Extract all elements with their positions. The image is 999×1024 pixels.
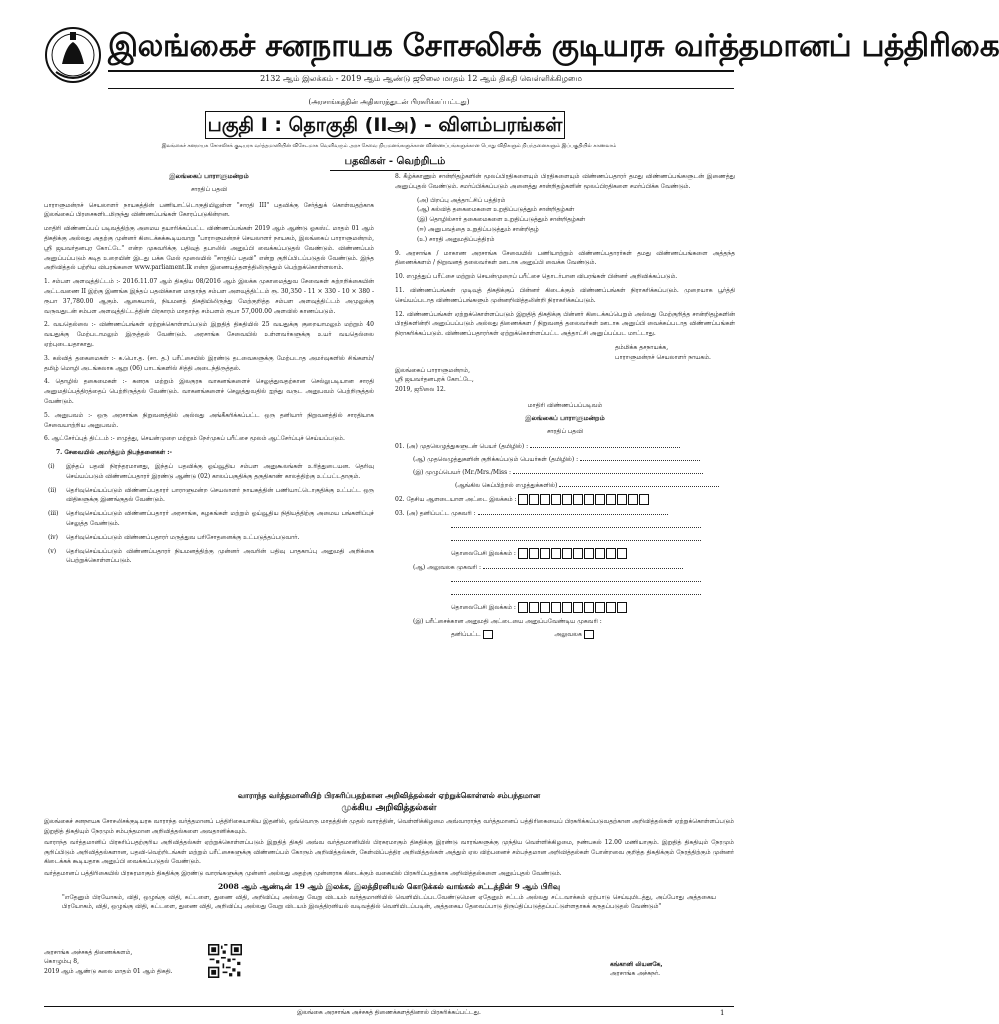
condition-iv: (iv) தெரிவுசெய்யப்படும் விண்ணப்பதாரர் மருத்துவ பரிசோதனைக்கு உட்படுத்தப்படுவார். — [48, 533, 300, 541]
qr-code-icon — [208, 944, 242, 978]
field-label: தொலைபேசி இலக்கம் : — [451, 550, 516, 558]
gazette-title: இலங்கைச் சனநாயக சோசலிசக் குடியரசு வர்த்தமானப் பத்திரிகை — [108, 28, 999, 64]
para-channel: 9. அரசாங்க / மாகாண அரசாங்க சேவையில் பணியாற்றும் விண்ணப்பதாரர்கள் தமது விண்ணப்பங்களை அத்தந்த திணைக்களம் / நிறுவனத் தலைவர்கள் ஊடாக அனுப்பி வைக்க வேண்டும். — [395, 249, 735, 267]
application-form — [395, 442, 735, 643]
signature-block — [395, 343, 735, 363]
choice-personal-label: தனிப்பட்ட — [451, 631, 481, 639]
printer-address — [44, 948, 224, 976]
address-line: இலங்கைப் பாராளுமன்றம், — [395, 366, 470, 374]
field-label: தொலைபேசி இலக்கம் : — [451, 604, 516, 612]
condition-i: (i) இந்தப் பதவி நிரந்தரமானது, இந்தப் பதவிக்கு ஓய்வூதிய சம்பள அனுகூலங்கள் உரித்துடையன. தெரிவு செய்யப்படும் விண்ணப்பதாரர் இரண்டு ஆண்டு (02) காலப்பகுதிக்கு தகுதிகாண் காலத்திற்கு உட்பட்டதாகும். — [48, 462, 374, 480]
nic-input[interactable] — [518, 494, 650, 505]
notice-para-1: இலங்கைச் சனநாயக சோசலிசக்குடியரசு வாராந்த வர்த்தமானப் பத்திரிகையாகிய இதனில், ஒவ்வொரு மாதத்தின் முதல் வாரத்தின், வெள்ளிக்கிழமை அவ்வாராந்த வர்த்தமானப் பத்திரிகையைப் பிரசுரிக்கப்படுவதற்கான அறிவித்தல்கள் ஏற்றுக்கொள்ளப்படும் இறுதித் திகதியும் நேரமும் சம்பந்தமான அறிவித்தல்களை அவதானிக்கவும். — [44, 818, 734, 835]
personal-address-line-3[interactable] — [451, 540, 701, 541]
org-title: இலங்கைப் பாராளுமன்றம் — [169, 172, 249, 180]
address-block — [395, 366, 735, 395]
office-address-input[interactable] — [483, 568, 683, 569]
para-age: 2. வயதெல்லை :- விண்ணப்பங்கள் ஏற்றுக்கொள்ளப்படும் இறுதித் திகதியில் 25 வயதுக்கு குறையாமலும் மற்றும் 40 வயதுக்கு மேற்படாமலும் இருத்தல் வேண்டும். அரசாங்க சேவையில் உள்ளவர்களுக்கு உயர் வயதெல்லை ஏற்புடையதாகாது. — [44, 321, 374, 348]
condition-iv-text: தெரிவுசெய்யப்படும் விண்ணப்பதாரர் மருத்துவ பரிசோதனைக்கு உட்படுத்தப்படுவார். — [66, 533, 300, 541]
left-column — [44, 172, 374, 570]
full-name-capitals-input[interactable] — [559, 486, 719, 487]
para-salary: 1. சம்பள அளவுத்திட்டம் :- 2016.11.07 ஆம் திகதிய 08/2016 ஆம் இலக்க முகாமைத்துவ சேவைகள் சுற்றறிக்கையின் அட்டவணை II இற்கு இணங்க இந்தப் பதவிக்கான மாதாந்த சம்பள அளவுத்திட்டம் ரூ. 30,350 - 11 × 330 - 10 × 380 - ரூபா 37,780.00 ஆகும். ஆகையால், நியமனத் திகதியிலிருந்து மேற்குறித்த சம்பள அளவுத்திட்டம் அமுலுக்கு வருவதுடன் சம்பள அளவுத்திட்டத்தின் பிரகாரம் மாதாந்த சம்பளம் ரூபா 57,000.00 அளவில் காணப்படும். — [44, 278, 374, 315]
para-instructions: மாதிரி விண்ணப்பப் படிவத்திற்கு அமைய தயாரிக்கப்பட்ட விண்ணப்பங்கள் 2019 ஆம் ஆண்டு ஓகஸ்ட் மாதம் 01 ஆம் திகதிக்கு அல்லது அதற்கு முன்னர் கிடைக்கக்கூடியவாறு "பாராளுமன்றச் செயலாளர் நாயகம், இலங்கைப் பாராளுமன்றம், ஸ்ரீ ஜயவர்தனபுர கோட்டே" என்ற முகவரிக்கு பதிவுத் தபாலில் அனுப்பி வைக்கப்படுதல் வேண்டும். விண்ணப்பம் அனுப்பப்படும் கடித உறையின் இடது பக்க மேல் மூலையில் "சாரதிப் பதவி" என்று குறிப்பிடப்படுதல் வேண்டும். இந்த அறிவித்தல் பற்றிய விபரங்களை www.parliament.lk என்ற இணையத்தளத்திலிருந்தும் பெற்றுக்கொள்ளலாம். — [44, 225, 374, 272]
condition-ii-text: தெரிவுசெய்யப்படும் விண்ணப்பதாரர் பாராளுமன்ற செயலாளர் நாயகத்தின் பணியாட்டொகுதிக்கு உட்பட்ட ஒரு விதிகளுக்கு இணங்குதல் வேண்டும். — [66, 486, 374, 504]
field-label: (ஆ) அலுவலக முகவரி : — [413, 564, 481, 572]
address-line: ஸ்ரீ ஜயவர்தனபுரக் கோட்டே, — [395, 376, 474, 384]
field-label: (ஆங்கில கெப்பிற்றல் எழுத்துக்களில்) — [455, 482, 558, 490]
condition-iii-text: தெரிவுசெய்யப்படும் விண்ணப்பதாரர் அரசாங்க, கழகங்கள் மற்றும் ஓய்வூதிய நிதியத்திற்கு அமைய பங்களிப்புச் செலுத்த வேண்டும். — [66, 510, 374, 527]
name-denoted-input[interactable] — [580, 460, 700, 461]
documents-list — [395, 196, 735, 245]
notice-para-2: வாராந்த வர்த்தமானிப் பிரசுரிப்பதற்குரிய அறிவித்தல்கள் ஏற்றுக்கொள்ளப்படும் இறுதித் திகதி அவ்வ வர்த்தமானியில் பிரசுரமாகும் திகதிக்கு இரண்டு வாரங்களுக்கு முந்திய வெள்ளிக்கிழமை, நண்பகல் 12.00 மணியாகும். இறுதித் திகதியும் நேரமும் குறிப்பிடும் அறிவித்தல்களான, பதவி-வெற்றிடங்கள் மற்றும் பரீட்சைகளுக்கு விண்ணப்பம் கோரும் அறிவித்தல்கள், கேள்விப்பத்திர அறிவித்தல்கள் அத்தும் ஏல விற்பனைச் சம்பந்தமான அறிவித்தல்கள் போன்றவை குறித்த திகதிக்கும் நேரத்திற்கும் முன்னர் கிடைக்கக் கூடியதாக அனுப்பி வைக்கப்படுதல் வேண்டும். — [44, 839, 734, 866]
personal-phone-input[interactable] — [518, 548, 628, 559]
para-late: 12. விண்ணப்பங்கள் ஏற்றுக்கொள்ளப்படும் இறுதித் திகதிக்கு பின்னர் கிடைக்கப்பெறும் அல்லது மேற்குறித்த சான்றிதழ்களின் பிரதிகளின்றி அனுப்பப்படும் அல்லது திணைக்கள / நிறுவனத் தலைவர்கள் ஊடாக அனுப்பி வைக்கப்படாத விண்ணப்பங்கள் நிராகரிக்கப்படும். விண்ணப்பதாரர்கள் ஏற்றுக்கொள்ளப்பட்ட அத்தாட்சி அனுப்பப்பட மாட்டாது. — [395, 310, 735, 338]
para-conditions-title: 7. சேவையில் அமர்த்தும் நிபந்தனைகள் :- — [56, 449, 172, 457]
model-form-title: மாதிரி விண்ணப்பப்படிவம் — [527, 401, 603, 409]
list-item: (அ) பிறப்பு அத்தாட்சிப் பத்திரம் — [417, 196, 506, 204]
notice-para-3: வர்த்தமானப் பத்திரிகையில் பிரசுரமாகும் திகதிக்கு இரண்டு வாரங்களுக்கு முன்னர் அல்லது அதற்கு முன்னராக கிடைக்கும் வகையில் பிரசுரிப்பதற்காக அறிவித்தல்களை அனுப்புதல் வேண்டும். — [44, 869, 562, 877]
important-notice — [44, 790, 734, 914]
printer-name: கங்கானி லியனகே, — [610, 961, 663, 968]
choice-office-checkbox[interactable] — [584, 630, 594, 639]
field-label: (இ) முழுப்பெயர் (Mr./Mrs./Miss : — [413, 469, 512, 477]
national-emblem-icon — [44, 22, 102, 88]
personal-address-line-2[interactable] — [451, 527, 701, 528]
personal-address-input[interactable] — [478, 514, 668, 515]
address-line-extra — [395, 589, 735, 602]
office-address-line-2[interactable] — [451, 581, 701, 582]
footer-text: இலங்கை அரசாங்க அச்சகத் திணைக்களத்தினால் பிரசுரிக்கப்பட்டது. — [297, 1009, 481, 1016]
act-quote: "எதேனும் பிரயோகம், விதி, ஒழுங்கு விதி, கட்டளை, துணை விதி, அறிவிப்பு அல்லது வேறு விடயம் வர்த்தமானியில் வெளியிடப்படவேண்டுமென ஏதேனும் சட்டம் அல்லது சட்டவாக்கம் ஏற்பாடு செய்யுமிடத்து, அப்போது அத்தகைய பிரயோகம், விதி, ஒழுங்கு விதி, கட்டளை, துணை விதி, அறிவிப்பு அல்லது வேறு விடயம் இலத்திரனியல் வடிவத்தில் வெளியிடப்படின், அத்தகைய தேவைப்பாடு திருப்திப்படுத்தப்பட்டுள்ளதாகக் கருதப்படுதல் வேண்டும்" — [62, 893, 716, 911]
part-title: பகுதி I : தொகுதி (IIஅ) - விளம்பரங்கள் — [205, 111, 565, 139]
field-personal-phone — [395, 548, 735, 563]
field-capitals-note — [395, 481, 735, 494]
field-label: 02. தேசிய ஆளடையாள அட்டை இலக்கம் : — [395, 496, 517, 504]
para-education: 3. கல்வித் தகைமைகள் :- க.பொ.த. (சா. த.) பரீட்சையில் இரண்டு தடவைகளுக்கு மேற்படாத அமர்வுகளில் சிங்களம்/தமிழ் மொழி அடங்கலாக ஆறு (06) பாடங்களில் சித்தி அடைந்திருத்தல். — [44, 354, 374, 372]
intro-para: பாராளுமன்றச் செயலாளர் நாயகத்தின் பணியாட்டொகுதியிலுள்ள "சாரதி III" பதவிக்கு சேர்த்துக் கொள்வதற்காக இலங்கைப் பிரசைகளிடமிருந்து விண்ணப்பங்கள் கோரப்படுகின்றன. — [44, 201, 374, 219]
condition-iii: (iii) தெரிவுசெய்யப்படும் விண்ணப்பதாரர் அரசாங்க, கழகங்கள் மற்றும் ஓய்வூதிய நிதியத்திற்கு அமைய பங்களிப்புச் செலுத்த வேண்டும். — [48, 510, 374, 527]
para-recruitment: 6. ஆட்சேர்ப்புத் திட்டம் :- எழுத்து, செயன்முறை மற்றும் நேர்முகப் பரீட்சை மூலம் ஆட்சேர்ப்புச் செய்யப்படும். — [44, 435, 345, 443]
field-name-initials — [395, 442, 735, 455]
field-nic — [395, 494, 735, 509]
condition-v: (v) தெரிவுசெய்யப்படும் விண்ணப்பதாரர் நியமனத்திற்கு முன்னர் அவரின் பதிவு பாதகாப்பு அனுமதி அறிக்கை பெற்றுக்கொள்ளப்படும். — [48, 547, 374, 565]
list-item: (உ) சாரதி அனுமதிப்பத்திரம் — [417, 235, 495, 243]
field-personal-address — [395, 509, 735, 522]
signatory-title: பாராளுமன்றச் செயலாளர் நாயகம். — [615, 353, 711, 361]
notice-subheading: முக்கிய அறிவித்தல்கள் — [341, 803, 437, 813]
address-line-extra — [395, 576, 735, 589]
field-label: 01. (அ) முதலெழுத்துகளுடன் பெயர் (தமிழில்) : — [395, 443, 529, 451]
condition-ii: (ii) தெரிவுசெய்யப்படும் விண்ணப்பதாரர் பாராளுமன்ற செயலாளர் நாயகத்தின் பணியாட்டொகுதிக்கு உட்பட்ட ஒரு விதிகளுக்கு இணங்குதல் வேண்டும். — [48, 486, 374, 504]
para-rejection: 11. விண்ணப்பங்கள் முடிவுத் திகதிக்குப் பின்னர் கிடைக்கும் விண்ணப்பங்கள் நிராகரிக்கப்படும். முறையாக பூர்த்தி செய்யப்படாத விண்ணப்பங்களும் முன்னறிவித்தலின்றி நிராகரிக்கப்படும். — [395, 286, 735, 304]
footer-rule — [44, 1006, 734, 1007]
address-line-extra — [395, 535, 735, 548]
condition-v-text: தெரிவுசெய்யப்படும் விண்ணப்பதாரர் நியமனத்திற்கு முன்னர் அவரின் பதிவு பாதகாப்பு அனுமதி அறிக்கை பெற்றுக்கொள்ளப்படும். — [66, 547, 374, 565]
right-column — [395, 172, 735, 643]
field-name-denoted — [395, 455, 735, 468]
office-phone-input[interactable] — [518, 602, 628, 613]
notice-heading: வாராந்த வர்த்தமானியிற் பிரசுரிப்பதற்கான அறிவித்தல்கள் ஏற்றுக்கொள்ளல் சம்பந்தமான — [237, 791, 541, 800]
authority-line: (அரசாங்கத்தின் அதிகாரத்துடன் பிரசுரிக்கப்பட்டது) — [308, 98, 470, 106]
note-line: இலங்கைச் சனநாயக சோசலிசக் குடியரசு வர்த்தமானியின் விசேடமாக வெளிவரும் அரச சேவை நியமனங்களுக்கான விண்ணப்பங்களுக்கான பொது விதிகளும் நிபந்தனைகளும் இப்பகுதியில் காணலாம் — [161, 143, 617, 149]
model-form-post: சாரதிப் பதவி — [546, 427, 584, 435]
choice-office-label: அலுவலக — [554, 631, 582, 639]
printer-signature — [610, 960, 734, 979]
full-name-input[interactable] — [513, 473, 703, 474]
condition-i-text: இந்தப் பதவி நிரந்தரமானது, இந்தப் பதவிக்கு ஓய்வூதிய சம்பள அனுகூலங்கள் உரித்துடையன. தெரிவு செய்யப்படும் விண்ணப்பதாரர் இரண்டு ஆண்டு (02) காலப்பகுதிக்கு தகுதிகாண் காலத்திற்கு உட்பட்டதாகும். — [66, 462, 374, 480]
section-heading: பதவிகள் - வெற்றிடம் — [330, 156, 460, 171]
field-label: (இ) பரீட்சைக்கான அனுமதி அட்டையை அனுப்பவேண்டிய முகவரி : — [413, 618, 602, 626]
list-item: (ஆ) கல்வித் தகைமைகளை உறுதிப்படுத்தும் சான்றிதழ்கள் — [417, 206, 575, 214]
masthead-rule — [108, 70, 734, 72]
page-number: 1 — [720, 1009, 725, 1017]
masthead-rule-2 — [108, 88, 734, 89]
masthead — [44, 22, 999, 92]
choice-personal-checkbox[interactable] — [483, 630, 493, 639]
act-heading: 2008 ஆம் ஆண்டின் 19 ஆம் இலக்க, இலத்திரனியல் கொடுக்கல் வாங்கல் சட்டத்தின் 9 ஆம் பிரிவு — [217, 881, 561, 891]
address-line-extra — [395, 522, 735, 535]
para-documents: 8. கீழ்க்காணும் சான்றிதழ்களின் மூலப்பிரதிகளையும் பிரதிகளையும் விண்ணப்பதாரர் தமது விண்ணப்பங்களுடன் இணைத்து அனுப்புதல் வேண்டும். சமர்ப்பிக்கப்படும் அனைத்து சான்றிதழ்களின் மூலப்பிரதிகளை சமர்ப்பிக்க வேண்டும். — [395, 173, 735, 190]
field-office-phone — [395, 602, 735, 617]
address-date: 2019, ஜூலை 12. — [395, 386, 446, 394]
office-address-line-3[interactable] — [451, 594, 701, 595]
para-health: 5. அனுபவம் :- ஒரு அரசாங்க நிறுவனத்தில் அல்லது அங்கீகரிக்கப்பட்ட ஒரு தனியார் நிறுவனத்தில் சாரதியாக சேவையாற்றிய அனுபவம். — [44, 411, 374, 429]
field-admission-choice — [395, 630, 735, 643]
signatory-name: தம்மிக்க தசநாயக்க, — [615, 343, 669, 351]
name-initials-input[interactable] — [530, 447, 680, 448]
para-exams: 10. எழுத்துப் பரீட்சை மற்றும் செயன்முறைப் பரீட்சை தொடர்பான விபரங்கள் பின்னர் அறிவிக்கப்படும். — [395, 273, 678, 281]
para-experience: 4. தொழில் தகைமைகள் :- கனரக மற்றும் இலகுரக வாகனங்களைச் செலுத்துவதற்கான செல்லுபடியான சாரதி அனுமதிப்பத்திரத்தைப் பெற்றிருத்தல் வேண்டும். வாகனங்களைச் செலுத்துவதில் ஐந்து வருட அனுபவம் பெற்றிருத்தல் வேண்டும். — [44, 378, 374, 405]
printer-date: 2019 ஆம் ஆண்டு சுலை மாதம் 01 ஆம் திகதி. — [44, 967, 173, 975]
field-label: 03. (அ) தனிப்பட்ட முகவரி : — [395, 510, 476, 518]
field-admission-address — [395, 617, 735, 630]
field-full-name — [395, 468, 735, 481]
model-form-org: இலங்கைப் பாராளுமன்றம் — [525, 413, 605, 422]
list-item: (ஈ) அனுபவத்தை உறுதிப்படுத்தும் சான்றிதழ் — [417, 225, 539, 233]
printer-dept: அரசாங்க அச்சகத் திணைக்களம், — [44, 949, 133, 956]
printer-city: கொழும்பு 8, — [44, 958, 79, 966]
edition-line: 2132 ஆம் இலக்கம் - 2019 ஆம் ஆண்டு ஜூலை மாதம் 12 ஆம் திகதி வெள்ளிக்கிழமை — [260, 74, 582, 83]
field-label: (ஆ) முதலெழுத்துகளின் குறிக்கப்படும் பெயர்கள் (தமிழில்) : — [413, 456, 579, 464]
post-title: சாரதிப் பதவி — [190, 185, 228, 193]
field-office-address — [395, 563, 735, 576]
list-item: (இ) தொழில்சார் தகைமைகளை உறுதிப்படுத்தும் சான்றிதழ்கள் — [417, 216, 586, 224]
printer-title: அரசாங்க அச்சுநர். — [610, 970, 661, 978]
